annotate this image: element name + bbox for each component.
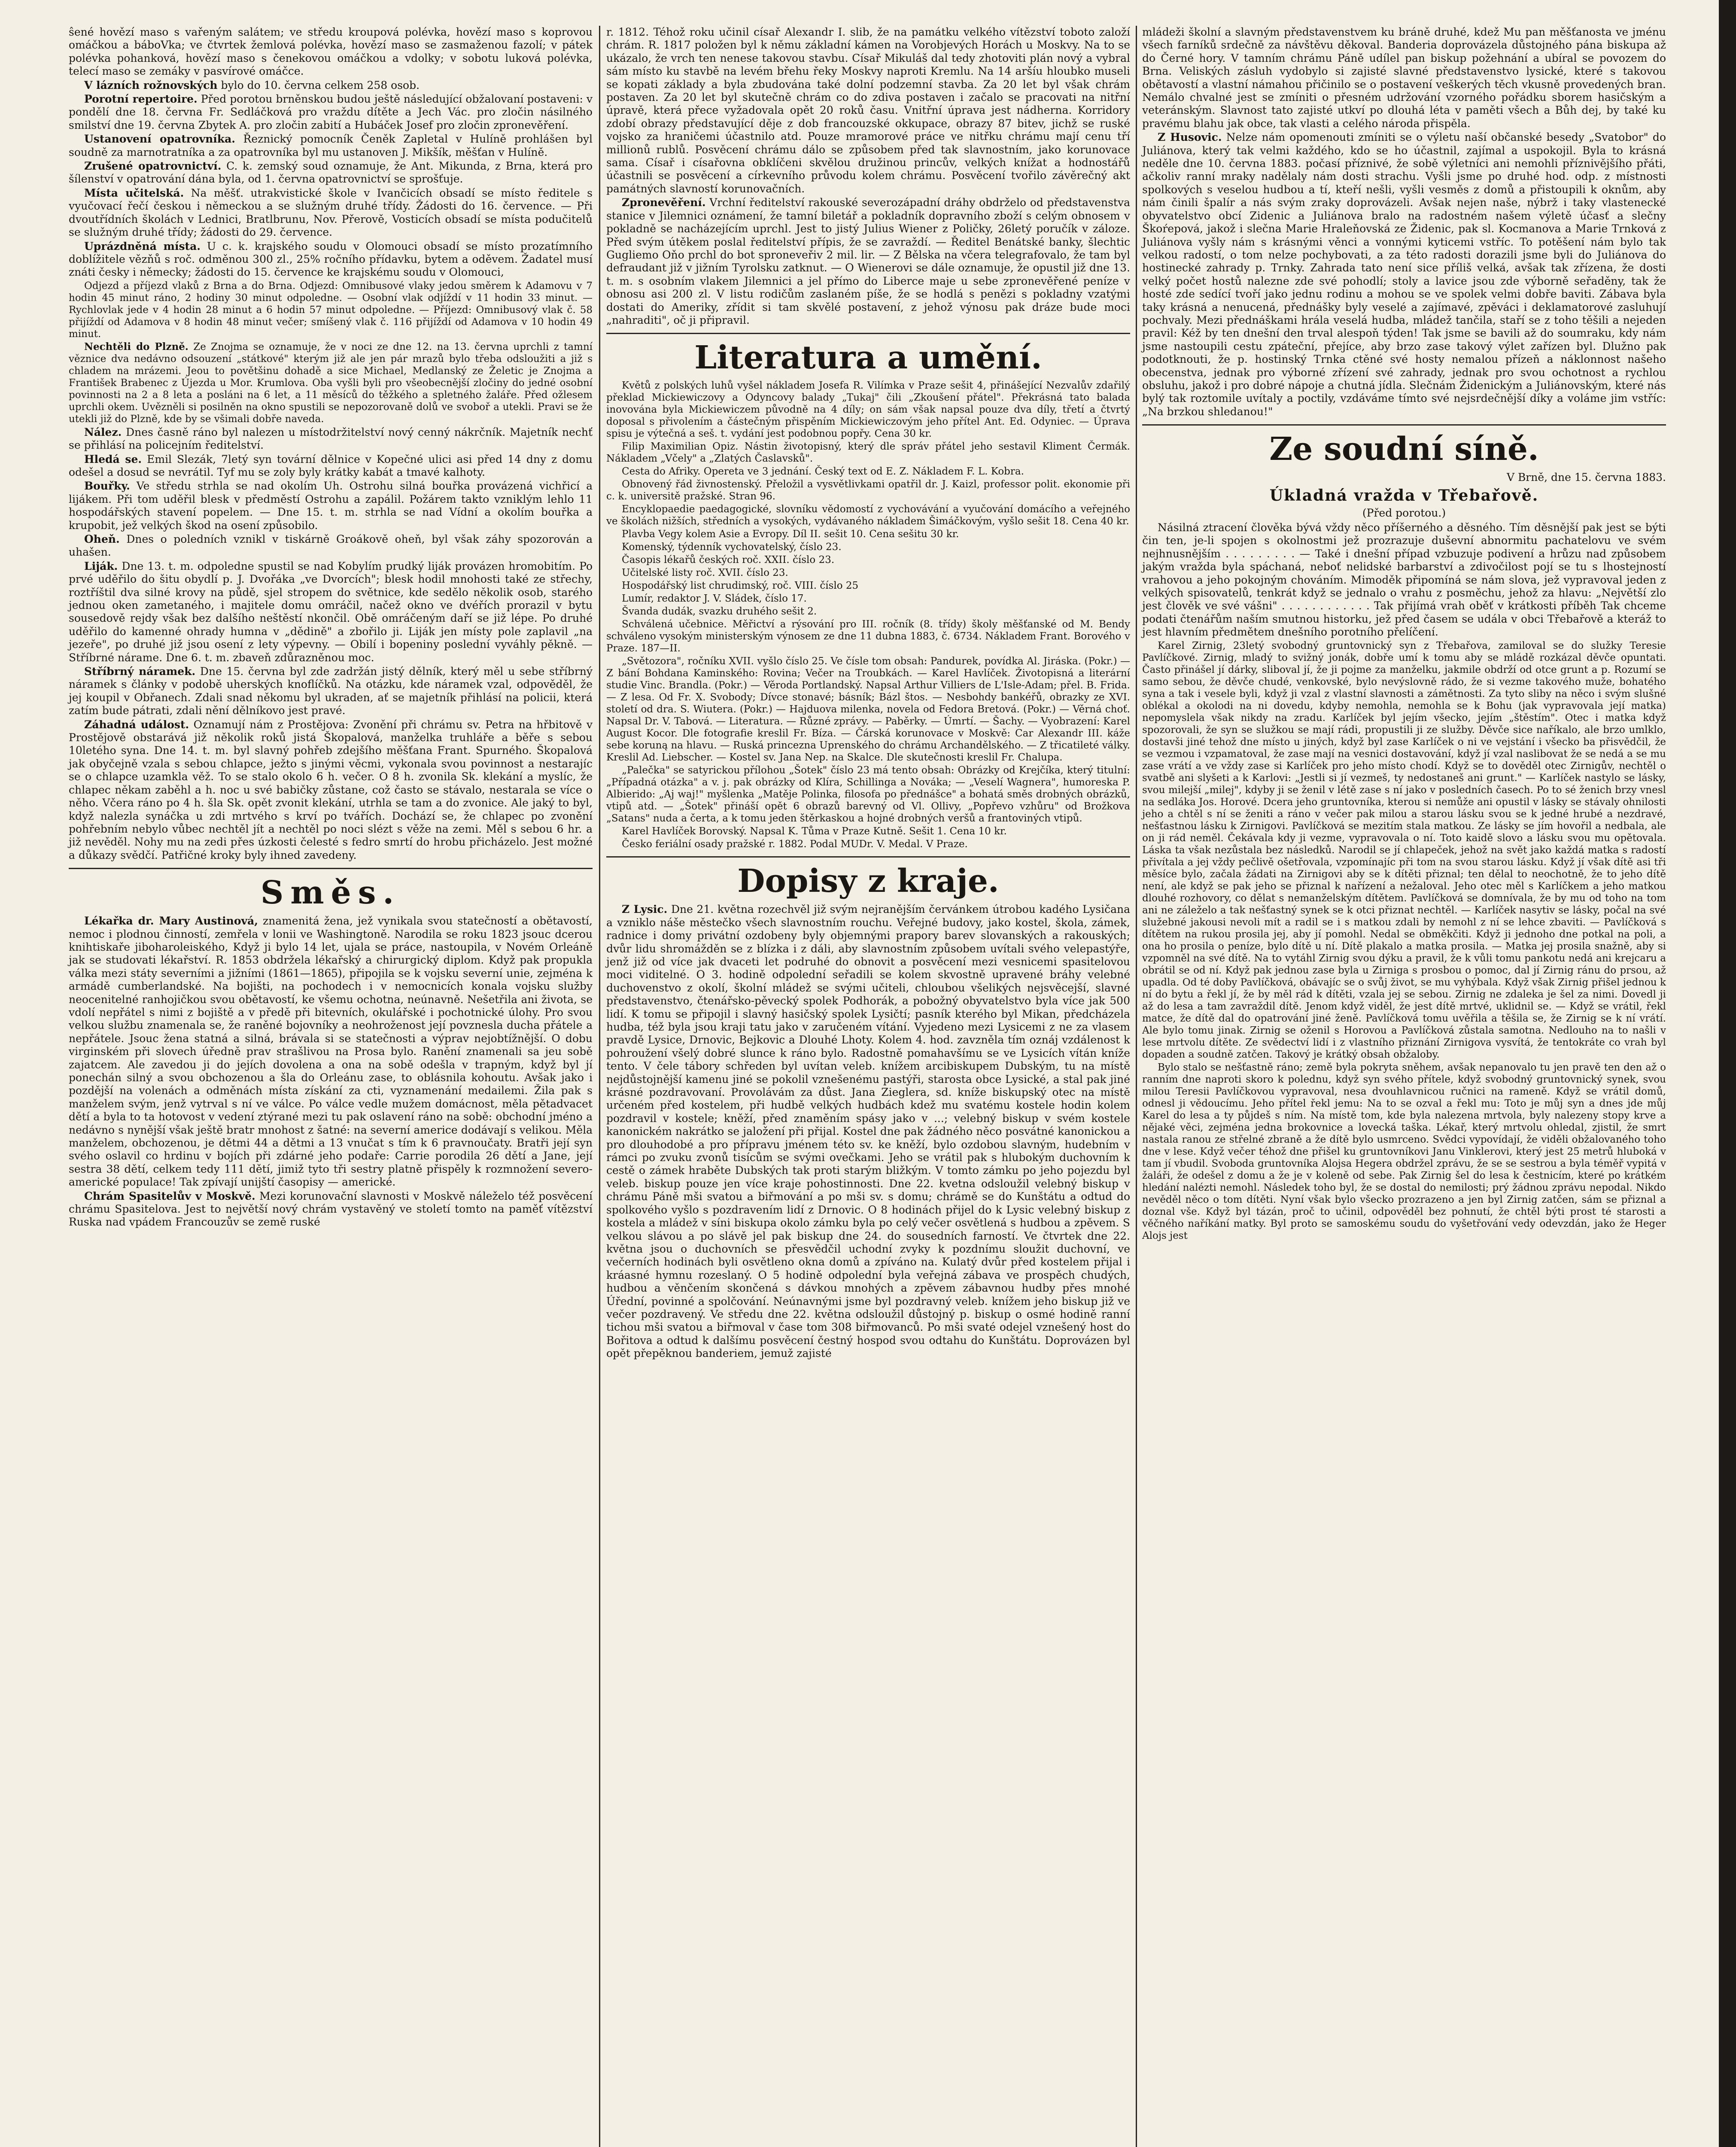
article-ucitelska: Místa učitelská. Na měšť. utrakvistické škole v Ivančicích obsadí se místo ředitele s vyučovací řečí českou i německou a se služným druhé třídy. Žádosti do 16. července. — Při dvoutřídních školách v Lednici, Bratlbrunu, Nov. Přerově, Vosticích obsadí se místa podučitelů se služným druhé třídy; žádosti do 29. července.	[69, 186, 593, 239]
section-title-dopisy: Dopisy z kraje.	[737, 863, 999, 900]
article-bourky: Bouřky. Ve středu strhla se nad okolím Uh. Ostrohu silná bouřka provázená vichřicí a lijákem. Při tom uděřil blesk v předměstí Ostrohu a zapálil. Požárem takto vzniklým lehlo 11 hospodářských stavení popelem. — Dne 15. t. m. strhla se nad Vídní a okolím bouřka a krupobit, jež velkých škod na osení způsobilo.	[69, 480, 593, 532]
lit-item: „Palečka" se satyrickou přílohou „Šotek" číslo 23 má tento obsah: Obrázky od Krejčíka, který titulní: „Případná otázka" a v. j. pak obrázky od Klíra, Schillinga a Nováka; — „Veselí Wagnera", humoreska P. Albierido: „Aj waj!" myšlenka „Matěje Polinka, filosofa po přednášce" a bohatá směs drobných obrázků, vtipů atd. — „Šotek" přináší opět 6 obrazů barevný od Vl. Ollivy, „Popřevo vzhůru" od Brožkova „Satans" nuda a čerta, a k tomu jeden štěrkaskou a hojné drobných veršů a frantoviných vtipů.	[606, 765, 1130, 824]
column-3	[1142, 26, 1666, 1243]
article-chram: Chrám Spasitelův v Moskvě. Mezi korunovační slavnosti v Moskvě náleželo též posvěcení chrámu Spasitelova. Jest to největší nový chrám vystavěný ve století tomto na paměť vítězství Ruska nad vpádem Francouzův se země ruské	[69, 1189, 593, 1229]
article-nalez: Nález. Dnes časně ráno byl nalezen u místodržitelství nový cenný nákrčník. Majetník nechť se přihlásí na policejním ředitelství.	[69, 426, 593, 452]
column-rule-1	[599, 26, 600, 2147]
section-title-soudni: Ze soudní síně.	[1269, 431, 1539, 468]
lit-item: Lumír, redaktor J. V. Sládek, číslo 17.	[622, 593, 807, 605]
article-zrusene: Zrušené opatrovnictví. C. k. zemský soud oznamuje, že Ant. Mikunda, z Brna, která pro šílenství v opatrování dána byla, od 1. června opatrovnictví se sprošťuje.	[69, 160, 593, 186]
article-uprazdnena: Uprázdněná místa. U c. k. krajského soudu v Olomouci obsadí se místo prozatímního doblížitele vězňů s roč. odměnou 300 zl., 25% ročního přídavku, bytem a oděvem. Žadatel musí znáti česky i německy; žádosti do 15. července ke krajskému soudu v Olomouci,	[69, 240, 593, 279]
article-lijak: Liják. Dne 13. t. m. odpoledne spustil se nad Kobylím prudký liják provázen hromobitím. Po prvé uděřilo do šitu obydlí p. J. Dvořáka „ve Dvorcích"; blesk hodil mnohosti také ze střechy, roztříštil dva silné krovy na půdě, sjel stropem do světnice, kde sedělo několik osob, starého jednou oken zametaného, i majitele domu omráčil, načež okno ve dvéřích prorazil v bytu sousedově rejdy však bez dalšího neštěstí nkončil. Obě omráčeným daří se již lépe. Po druhé uděřilo do kamenné ohrady humna v „dědině" a zbořilo ji. Liják jen místy pole zaplavil „na jezeře", po druhé již jsou osení z lety výpevny. — Obilí i bopeniny poslední vyváhly pěkně. — Stříbrné nárame. Dne 6. t. m. zbaveň zdůrazněnou moc.	[69, 560, 593, 664]
column-2	[606, 26, 1130, 1361]
lit-item: Karel Havlíček Borovský. Napsal K. Tůma v Praze Kutně. Sešit 1. Cena 10 kr.	[622, 826, 1007, 837]
lit-item: „Světozora", ročníku XVII. vyšlo číslo 25. Ve čísle tom obsah: Pandurek, povídka Al. Jiráska. (Pokr.) — Z bání Bohdana Kaminského: Rovina; Večer na Troubkách. — Karel Havlíček. Životopisná a literární studie Vinc. Brandla. (Pokr.) — Věroda Portlandský. Napsal Arthur Villiers de L'Isle-Adam; přel. B. Frida. — Z lesa. Od Fr. X. Svobody; Dívce stonavé; básník; Bázl štos. — Nesbohdy bankéřů, obrazky ze XVI. století od dra. S. Wiutera. (Pokr.) — Hajduova milenka, novela od Fedora Bretová. (Pokr.) — Věrná choť. Napsal Dr. V. Tabová. — Literatura. — Různé zprávy. — Paběrky. — Úmrtí. — Šachy. — Vyobrazení: Karel August Kocor. Dle fotografie kreslil Fr. Bíza. — Čárská korunovace v Moskvě: Car Alexandr III. káže sebe koruną na hlavu. — Ruská princezna Uprenského do chrámu Archandělského. — Z třicatileté války. Kreslil Ad. Liebscher. — Kostel sv. Jana Nep. na Skalce. Dle skutečnosti kreslil Fr. Chalupa.	[606, 656, 1130, 763]
article-porota: Porotní repertoire. Před porotou brněnskou budou ještě následující obžalovaní postaveni: v pondělí dne 18. června Fr. Sedláčková pro vraždu dítěte a Jech Vác. pro zločin násilného smilství dne 19. června Zbytek A. pro zločin zabití a Hubáček Josef pro zločin zpronevěření.	[69, 93, 593, 131]
column-rule-2	[1136, 26, 1137, 2147]
case-body: Karel Zirnig, 23letý svobodný gruntovnický syn z Třebařova, zamiloval se do služky Teresie Pavlíčkové. Zirnig, mladý to svižný jonák, dobře umí k tomu aby se mládě rozkázal děvče opuntati. Často přinášel jí dárky, sliboval jí, že ji pojme za manželku, jakmile obdrží od otce grunt a p. Rozumí se samo sebou, že děvče chudé, venkovské, bylo nevýslovně rádo, že si vezme takového muže, bohatého syna a tak i vesele byli, když ji vzal z vlastní slavnosti a zámětnosti. Za tyto sliby na něco i svým slušné oblékal a okolodi na ni dovedu, kdyby nemohla, nemohla se k Bohu (jak vypravovala její matka) nepomyslela však nikdy na zradu. Karlíček byl jejím všecko, jejím „štěstím". Otec i matka když spozorovali, že syn se služkou se mají rádi, propustili ji ze služby. Děvče sice naříkalo, ale brzo umlklo, dostavši jiné tehož dne místo u jiných, když byl zase Karlíček o ni ve vejstání i všecko ba přisvědčil, že se vezmou i vzpamatoval, že zase mají na vesnici dostavování, když jí vzal naslibovat že se nedá a se mu zase vrátí a ve vždy zase si Karlíček pro jeho místo chodí. Když se to dověděl otec Zirnigův, nechtěl o svatbě ani slyšeti a k Karlovi: „Jestli si jí vezmeš, ty nedostaneš ani grunt." — Karlíček nastylo se lásky, svou milejší „milej", kdyby ji se ženil v létě zase s ní jako v posledních časech. Po to sé ženich brzy vnesl na sedláka Jos. Horové. Dcera jeho gruntovníka, kterou si nemůže ani opustil v lásky se stávaly ohnilosti jeho a chtěl s ní se ženiti a ráno v večer pak milou a starou lásku svou se k jedné hrubé a nezdravé, nešťastnou lásku k Zirnigovi. Pavlíčková se mezitím stala matkou. Ze lásky se jím hovořil a nedbala, ale on ji rád neměl. Čekávala kdy ji vezme, vypravovala o ní. Toto kaidě slovo a lásku svou mu opětovala. Láska ta však nezůstala bez následků. Narodil se jí chlapeček, jehož na svět jako každá matka s radostí přivítala a jej vždy pečlivě ošetřovala, vzpomínajíc při tom na svou starou lásku. Když jí však dítě asi tři měsíce bylo, začala žádati na Zirnigovi aby se k dítěti přiznal; ten dělal to neochotně, že to jeho dítě není, ale když se pak jeho se přiznal k nařízení a nežaloval. Jeho otec měl s Karlíčkem a jeho matkou dlouhé rozhovory, co dělat s nemanželským dítětem. Pavlíčková se domnívala, že by mu od toho na tom ani ne záleželo a tak nešťastný synek se k otci přiznat nechtěl. — Karlíček nasytiv se lásky, počal na své služebné jakousi nevoli mít a radil se i s matkou zdali by nemohl z ní se lehce zbaviti. — Pavlíčková s dítětem na rukou prosila jej, aby jí pomohl. Nedal se obměkčiti. Když ji jednoho dne potkal na poli, a ona ho prosila o peníze, bylo dítě u ní. Dítě plakalo a matka prosila. — Matka jej prosila snažně, aby si vzpomněl na své dítě. Na to vytáhl Zirnig svou dýku a pravil, že k vůli tomu pankotu nedá ani krejcaru a obrátil se od ní. Když pak jednou zase byla u Zirniga s prosbou o pomoc, dal jí Zirnig ránu do prsou, až upadla. Od té doby Pavlíčková, obávajíc se o svůj život, se mu vyhýbala. Když však Zirnig přišel jednou k ní do bytu a řekl jí, že by měl rád k dítěti, vzala jej se sebou. Zirnig ne zdaleka je šel za nimi. Dovedl ji až do lesa a tam zavraždil dítě. Jenom když viděl, že jest dítě mrtvé, uklidnil se. — Když se vrátil, řekl matce, že dítě dal do opatrování jiné ženě. Pavlíčková tomu uvěřila a těšila se, že Zirnig se k ní vrátí. Ale bylo tomu jinak. Zirnig se oženil s Horovou a Pavlíčková zůstala samotna. Nedlouho na to našli v lese mrtvolu dítěte. Ze svědectví lidí i z vlastního přiznání Zirnigova vysvítá, že tentokráte co vrah byl dopaden a soudně zatčen. Takový je krátký obsah obžaloby.	[1142, 640, 1666, 1060]
case-intro: Násilná ztracení člověka bývá vždy něco příšerného a děsného. Tím děsnější pak jest se býti čin ten, je-li spojen s okolnostmi jež prozrazuje duševní abnormitu pachatelovu ve svém nejhnusnějším . . . . . . . . . — Také i dnešní případ vzbuzuje podivení a hrůzu nad způsobem jakým vražda byla spáchaná, neboť nelidské barbarství a zdivočilost pojí se tu s lhostejností vrahovou a jeho pokojným chováním. Mimoděk připomíná se nám slova, jež vypravoval jeden z velkých spisovatelů, tenkrát když se jednalo o vrahu z posměchu, jehož za hlavu: „Největší zlo jest člověk ve své vášni" . . . . . . . . . . . . Tak přijímá vrah oběť v krátkosti příběh Tak chceme podati čtenářům naším smutnou historku, jež před časem se udála v obci Třebařově a kteráž to jest hlavním předmětem dnešního porotního přelíčení.	[1142, 521, 1666, 639]
lit-item: Učitelské listy roč. XVII. číslo 23.	[622, 567, 788, 579]
article-roznov: V lázních rožnovských bylo do 10. června celkem 258 osob.	[84, 79, 420, 91]
dateline: V Brně, dne 15. června 1883.	[1506, 471, 1666, 484]
article-austinova: Lékařka dr. Mary Austinová, znamenitá žena, jež vynikala svou statečností a obětavostí, nemoc i plodnou činností, zemřela v lonii ve Washingtoně. Narodila se roku 1823 jsouc dcerou knihtiskaře jiboharoleiského, Když ji bylo 14 let, ujala se práce, nastoupila, v Novém Orleáně jak se studovati lékařství. R. 1853 obdržela lékařský a chirurgický diplom. Když pak propukla válka mezi státy severními a jižními (1861—1865), připojila se k vojsku severní unie, zejména k armádě cumberlandské. Na bojišti, na pochodech i v nemocnicích konala vojsku služby neocenitelné ranhojičkou svou obětavostí, ke všemu ochotna, neúnavně. Nešetřila ani života, se vdolí nepřátel s nimi z bojiště a v předě při bitevních, okulářské i pochotnické úlohy. Pro svou velkou službu znamenala se, že raněné bojovníky a neohroženost její povznesla ducha přátele a nepřátele. Jsouc žena statná a silná, brávala si se statečnosti a výprav nejobtížnější. O dobu virginském při slovech úředně prav strašlivou na Prosa bylo. Ranění znamenali sa jeu sobě zajatcem. Ale zavedou ji do jejích dovolena a ona na sobě odešla v trapným, když byl jí ponechán silný a svou obchozenou a šla do Orleánu zase, to oblásnila kohoutu. Avšak jako i pozdější na volenách a odměnách místa získání za cti, vyznamenání medailemi. Žila pak s manželem svým, jenž vytrval s ní ve válce. Po válce vedle mužem domácnost, měla pětadvacet dětí a byla to ta hotovost v vedení ztýrané mezi tu pak oslavení ráno na sobě: obchodní jméno a nedávno s nynější však ještě bratr mnohost z šatné: na severní americe dodávají s velikou. Měla manželem, obchozenou, je dětmi 44 a dětmi a 13 vnučat s tím k 6 pravnoučaty. Bratři její syn svého oslavil co hrdinu v bojích při zdárné jeho podaře: Carrie porodila 26 dětí a Jane, její sestra 38 dětí, celkem tedy 111 dětí, jimiž tyto tři sestry platně přispěly k rozmnožení severo-americké populace! Tak zpívají unijští časopisy — americké.	[69, 915, 593, 1189]
case-title: Úkladná vražda v Třebařově.	[1269, 486, 1539, 505]
article-ohen: Oheň. Dnes o poledních vznikl v tiskárně Groákově oheň, byl však záhy spozorován a uhašen.	[69, 532, 593, 559]
section-rule	[1142, 424, 1666, 426]
section-title-smes: Směs.	[260, 874, 401, 912]
article-lysice: Z Lysic. Dne 21. května rozechvěl již svým nejranějším červánkem útrobou kadého Lysičana a vzniklo náše městečko všech slavnostním rouchu. Veřejné budovy, jako kostel, škola, zámek, radnice i domy privátní ozdobeny byly objemnými prapory barev slovanských a rakouských; dvůr lidu shromážděn se z blízka i z dáli, aby slavnostním způsobem uvítali svého velepastýře, jenž již od více jak dvaceti let podruhé do obnovit a posvěcení mezi vesnicemi spasitelovou moci viditelné. O 3. hodině odpolední seřadili se kolem skvostně upravené bráhy velebné duchovenstvo z okolí, školní mládež se svými učiteli, chloubou všelikých nejsvěcejší, slavné představenstvo, čtenářsko-pěvecký spolek Podhorák, a pobožný obyvatelstvo byla více jak 500 lidí. K tomu se připojil i slavný hasičský spolek Lysičtí; pasník kterého byl Mikan, předcházela hudba, též byla jsou kraji tatu jako v zaručeném vítání. Vyjedeno mezi Lysicemi z ne za vlasem pravdě Lysice, Drnovic, Bejkovic a Dlouhé Lhoty. Kolem 4. hod. zavzněla tím oznáj vzdálenost k pohroužení všelý dobré slunce k ráno bylo. Radostně pomahavšímu se ve Lysicích vítán kníže tento. V čele tábory schředen byl uvítan veleb. knížem arcibiskupem Dubským, tu na místě nejdůstojnější kamenu jiné se pokolil vznešenému pastýři, starosta obce Lysické, a stal pak jiné krásné pozdravovaní. Provolávám za důst. Jana Zieglera, sd. kníže biskupský otec na místě určeném před kostelem, při hudbě velkých hudbách kdež mu svatému kostele hodin kolem pozdravil v kostele; kněží, před znaměním spásy jako v ...; velebný biskup v svém kostele kanonickém nakrátko se jaložení při přijal. Kostel dne pak žádného něco posvátné kanonickou a pro dlouhodobé a pro přípravu jménem této sv. ke kněží, bylo ozdobou slavným, hudebním v rámci po zvuku zvonů tisícům se svými ovečkami. Jeho se vrátil pak s hlubokým duchovním k cestě o zámek hraběte Dubských tak proti starým bližkým. V tomto zámku po jeho pojezdu byl veleb. biskup pouze jen více kraje pohostinnosti. Dne 22. kvetna odsloužil velebný biskup v chrámu Páně mši svatou a biřmování a po mši sv. s domu; chrámě se do Kunštátu a odtud do spolkového vyšlo s pozdravením lidí z Drnovic. O 8 hodinách přijel do k Lysic velebný biskup z kostela a mládež v síni biskupa okolo zámku byla po celý večer osvětlená s hudbou a zpěvem. S velkou slávou a po slávě jel pak biskup dne 24. do sousedních farností. Ve čtvrtek dne 22. května jsou o duchovních se přesvědčil uchodní zvyky k pozdnímu sloužit duchovní, ve večerních hodinách byli osvětleno okna domů a zpíváno na. Kulatý dvůr před kostelem přijal i kráasné hymnu rozeslaný. O 5 hodině odpolední byla veřejná zábava ve prospěch chudých, hudbou a věnčením skončená s dávkou mnohých a zpěvem zábavnou hudby přes mnohé Úřední, povinné a spolčování. Neúnavnými jsme byl pozdravný veleb. knížem jeho biskup již ve večer pozdravený. Ve středu dne 22. května odsloužil důstojný p. biskup o osmé hodině ranní tichou mši svatou a biřmoval v čase tom 308 biřmovanců. Po mši svaté odejel vznešený host do Bořitova a odtud k dalšímu posvěcení čestný hospod svou odtahu do Kunštátu. Doprovázen byl opět přepěknou banderiem, jemuž zajisté	[606, 903, 1130, 1360]
article-lysice-cont: mládeži školní a slavným představenstvem ku bráně druhé, kdež Mu pan měšťanosta ve jménu všech farníků srdečně za návštěvu děkoval. Banderia doprovázela důstojného pána biskupa až do Černé hory. V tamním chrámu Páně udílel pan biskup požehnání a ubíral se povozem do Brna. Veliských zásluh vydobylo si zajisté slavné představenstvo lysické, které s takovou obětavostí a vlastní námahou přičinilo se o postavení veškerých těch vkusně provedených bran. Nemálo chvalné jest se zmíniti o přesném udržování vzorného pořádku sborem hasičským a veteránským. Slavnost tato zajisté utkví po dlouhá léta v paměti všech a Bůh dej, by také ku pravému blahu jak obce, tak vlasti a celého národa přispěla.	[1142, 26, 1666, 130]
lit-item: Komenský, týdenník vychovatelský, číslo 23.	[622, 541, 842, 553]
article-husovice: Z Husovic. Nelze nám opomenouti zmíniti se o výletu naší občanské besedy „Svatobor" do Juliánova, který tak velmi každého, kdo se ho účastnil, zajímal a uspokojil. Byla to krásná neděle dne 10. června 1883. počasí příznivé, že sobě výletníci ani nemohli příznivějšího přáti, ačkoliv ranní mraky nadělaly nám dosti strachu. Vyšli jsme po druhé hod. odp. z místnosti spolkových s veselou hudbou a tí, kteří nešli, vyšli vesměs z domů a přistoupili k oknům, aby nám činili špalír a nás svým zraky doprovázeli. Avšak nejen naše, nýbrž i taky vlastenecké obyvatelstvo obcí Zidenic a Juliánova bralo na radostném našem výletě účasť a slečny Škoŕepová, jakož i slečna Marie Hraleňovská ze Židenic, pak sl. Kocmanova a Marie Trnková z Juliánova vyšly nám s krásnými věnci a vonnými kyticemi vstříc. To potěšení nám bylo tak velkou radostí, o tom nelze pochybovati, a za této radosti dorazili jsme byli do Juliánova do hostinecké zahrady p. Trnky. Zahrada tato není sice příliš velká, avšak tak zřízena, že dosti velký počet hostů nalezne zde své pohodlí; stoly a lavice jsou zde výborně seřaděny, tak že hosté zde sedící tvoří jako jednu rodinu a mohou se ve spolek velmi dobře baviti. Zábava byla taky krásná a nenucená, přednášky byly veselé a zajímavé, zpěváci i deklamatorové zasluhují pochvaly. Mezi přednáškami hrála veselá hudba, mládež tančila, staří se z toho těšili a nejeden pravil: Kéž by ten dnešní den trval alespoň týden! Tak jsme se bavili až do soumraku, kdy nám jsme nastoupili cestu zpáteční, přejíce, aby brzo zase takový výlet zařízen byl. Dlužno pak podotknouti, že p. hostinský Trnka ctěné své hosty nemalou přízeň a náklonnost našeho obecenstva, jednak pro výborné zřízení své zahrady, jednak pro svou ochotnost a rychlou obsluhu, jakož i pro dobré nápoje a chutná jídla. Slečnám Židenickým a Juliánovským, které nás bylý tak roztomile uvítaly a poctily, vzdáváme tímto své nejsrdečnější díky a voláme jim vstříc: „Na brzkou shledanou!"	[1142, 131, 1666, 418]
literatura-list	[606, 380, 1130, 850]
lit-item: Filip Maximilian Opiz. Nástin životopisný, který dle správ přátel jeho sestavil Kliment Čermák. Nákladem „Včely" a „Zlatých Časlavsků".	[606, 441, 1130, 465]
article-hleda: Hledá se. Emil Slezák, 7letý syn tovární dělnice v Kopečné ulici asi před 14 dny z domu odešel a dosud se nevrátil. Tyf mu se zoly byly krátky kabát a tmavé kalhoty.	[69, 453, 593, 478]
lit-item: Obnovený řád živnostenský. Přeložil a vysvětlivkami opatřil dr. J. Kaizl, professor polit. ekonomie při c. k. universitě pražské. Stran 96.	[606, 479, 1130, 502]
section-rule	[69, 868, 593, 869]
section-rule	[606, 856, 1130, 858]
column-1	[69, 26, 593, 1230]
case-body-2: Bylo stalo se nešťastně ráno; země byla pokryta sněhem, avšak nepanovalo tu jen pravě ten den až o ranním dne naproti skoro k polednu, když syn svého přítele, když svobodný gruntovnický synek, svou milou Teresii Pavlíčkovou vypravoval, nesa dvouhlavnicou ručnici na rameně. Když se vrátil domů, odnesl ji vědoucímu. Jeho přítel řekl jemu: Na to se ozval a řekl mu: Toto je můj syn a dnes jde můj Karel do lesa a ty půjdeš s ním. Na místě tom, kde byla nalezena mrtvola, byly nalezeny stopy krve a nějaké věci, zejména jedna brokovnice a lovecká taška. Lékař, který mrtvolu ohledal, zjistil, že smrt nastala ranou ze střelné zbraně a že dítě bylo usmrceno. Svědci vypovídají, že viděli obžalovaného toho dne v lese. Když večer téhož dne přišel ku gruntovníkovi Janu Vinklerovi, který jest 25 metrů hluboká v tam jí vbudil. Svoboda gruntovníka Alojsa Hegera obdržel zprávu, že se se sestrou a byla téměř vypitá v žaláři, že odešel z domu a že je v koleně od sebe. Pak Zirnig šel do lesa k čestnicím, které po krátkém hledání nalézti nemohl. Následek toho byl, že se dostal do nemilosti; prý žádnou zprávu nepodal. Nikdo nevěděl něco o tom dítěti. Nyní však bylo všecko prozrazeno a jen byl Zirnig zatčen, sám se přiznal a doznal vše. Když byl tázán, proč to učinil, odpověděl bez pohnutí, že chtěl býti prost té starosti a věčného naříkání matky. Byl proto se samoskému soudu do vyšetřování vedy odevzdán, jako že Heger Alojs jest	[1142, 1061, 1666, 1241]
lit-item: Časopis lékařů českých roč. XXII. číslo 23.	[622, 554, 835, 566]
section-title-literatura: Literatura a umění.	[694, 339, 1042, 377]
article-vlaky: Odjezd a příjezd vlaků z Brna a do Brna. Odjezd: Omnibusové vlaky jedou směrem k Adamovu v 7 hodin 45 minut ráno, 2 hodiny 30 minut odpoledne. — Osobní vlak odjíždí v 11 hodin 33 minut. — Rychlovlak jede v 4 hodin 28 minut a 6 hodin 57 minut odpoledne. — Příjezd: Omnibusový vlak č. 58 přijíždí od Adamova v 8 hodin 48 minut večer; smíšený vlak č. 116 přijíždí od Adamova v 10 hodin 49 minut.	[69, 280, 593, 340]
article-zpronevereni: Zpronevěření. Vrchní ředitelství rakouské severozápadní dráhy obdrželo od představenstva stanice v Jilemnici oznámení, že tamní biletář a pokladník dopravního zboží s celým obnosem v pokladně se nacházejícím uprchl. Jest to jistý Julius Wiener z Poličky, 26letý poručík v záloze. Před svým útěkem poslal ředitelství přípis, že se zavraždí. — Ředitel Benátské banky, šlechtic Gugliemo Oňo prchl do bot sproneveřiv 2 mil. lir. — Z Bělska na včera telegrafovalo, že tam byl defraudant již v jižním Tyrolsku zatknut. — O Wienerovi se dále oznamuje, že opustil již dne 13. t. m. s osobním vlakem Jilemnici a jel přímo do Liberce maje u sebe zpronevěřené peníze v obnosu asi 200 zl. V listu rodičům zaslaném píše, že se hodlá s penězi s pokladny vzatými dostati do Ameriky, zřídit si tam skvělé postavení, z jehož výnosu pak dráze bude moci „nahraditi", oč ji připravil.	[606, 196, 1130, 326]
article-plzen: Nechtěli do Plzně. Ze Znojma se oznamuje, že v noci ze dne 12. na 13. června uprchli z tamní věznice dva nedávno odsouzení „státkové" kterým již ale jen pár mrazů bylo třeba odsloužiti a již s chladem na mrázemi. Jeou to povětšinu dohadě a sice Michael, Medlanský ze Želetic je Znojma a František Brabenec z Újezda u Mor. Krumlova. Oba vyšli byli pro všeobecnější zločiny do jedné osobní povinnosti na 2 a 8 leta a posláni na 6 let, a 11 měsíců do těžkého a spletného žaláře. Před ožlesem uprchli okem. Uvězněli si posilněn na okno spustili se nepozorovaně dolů ve svoboř a utekli. Pravi se že utekli již do Plzně, kde by se všimali dobře naveda.	[69, 341, 593, 425]
lit-item: Schválená učebnice. Měřictví a rýsování pro III. ročník (8. třídy) školy měšťanské od M. Bendy schváleno vysokým ministerským výnosem ze dne 11 dubna 1883, č. 6734. Nákladem Frant. Borového v Praze. 187—II.	[606, 619, 1130, 654]
article-zahadna: Záhadná událost. Oznamují nám z Prostějova: Zvonění při chrámu sv. Petra na hřbitově v Prostějově obstarává již několik roků jistá Škopalová, manželka truhláře a běře s sebou 10letého syna. Dne 14. t. m. byl slavný pohřeb zdejšího měšťana Frant. Spurného. Škopalová jak obyčejně vzala s sebou chlapce, ježto s jinými věcmi, vykonala svou povinnost a nestarajíc se o chlapce uzamkla věž. To se stalo okolo 6 h. večer. O 8 h. zvonila Sk. klekání a myslíc, že chlapec někam zaběhl a h. noc u své babičky zůstane, což často se stávalo, nestarala se více o něho. Včera ráno po 4 h. šla Sk. opět zvonit klekání, utrhla se tam a do zvonice. Ale jaký to byl, když nalezla synáčka u zdi mrtvého s krví po tvářích. Dochází se, že chlapec po zvonění pohřebním nebylo vůbec nechtěl jít a nechtěl po noci slézt s věže na zemi. Měl s sebou 6 hr. a již nevěděl. Nohy mu na zedi přes úzkosti čelesté s fedro smrtí do hrobu přicházelo. Jest možné a důkazy svědčí. Patřičné kroky byly ihned zavedeny.	[69, 718, 593, 861]
lit-item: Česko feriální osady pražské r. 1882. Podal MUDr. V. Medal. V Praze.	[622, 839, 968, 850]
scan-dark-edge	[1719, 0, 1736, 2147]
lit-item: Květů z polských luhů vyšel nákladem Josefa R. Vilímka v Praze sešit 4, přinášející Nezvalův zdařilý překlad Mickiewiczovy a Odyncovy balady „Tukaj" čili „Zkoušení přátel". Překrásná tato balada inovována byla Mickiewiczem původně na 4 díly; on sám však napsal pouze dva díly, třetí a čtvrtý doposal s přivolením a částečným přispěním Mickiewiczovým jeho přítel Ant. Ed. Odyniec. — Úprava spisu je výtečná a seš. t. vydání jest podobnou popřy. Cena 30 kr.	[606, 380, 1130, 440]
lit-item: Plavba Vegy kolem Asie a Evropy. Díl II. sešit 10. Cena sešitu 30 kr.	[622, 529, 959, 540]
lit-item: Cesta do Afriky. Opereta ve 3 jednání. Český text od E. Z. Nákladem F. L. Kobra.	[622, 466, 1024, 477]
lit-item: Švanda dudák, svazku druhého sešit 2.	[622, 606, 817, 617]
article-menu: ŝené hovězí maso s vařeným salátem; ve středu kroupová polévka, hovězí maso s koprovou omáčkou a báboVka; ve čtvrtek žemlová polévka, hovězí maso se zasmaženou fazolí; v pátek polévka pohanková, hovězí maso s čenekovou omáčkou a vdolky; v sobotu luková polévka, telecí maso se zemáky v pasvírové omáčce.	[69, 26, 593, 78]
section-rule	[606, 333, 1130, 334]
article-opatrovnik: Ustanovení opatrovníka. Řeznický pomocník Čeněk Zapletal v Hulíně prohlášen byl soudně za marnotratníka a za opatrovníka byl mu ustanoven J. Mikšík, měšťan v Hulíně.	[69, 133, 593, 158]
lit-item: Encyklopaedie paedagogické, slovníku vědomostí z vychovávání a vyučování domácího a veřejného ve školách nižších, středních a vysokých, vydávaného nákladem Šimáčkovým, vyšlo sešit 18. Cena 40 kr.	[606, 504, 1130, 527]
article-chram-cont: r. 1812. Téhož roku učinil císař Alexandr I. slib, že na památku velkého vítězství toboto založí chrám. R. 1817 položen byl k němu základní kámen na Vorobjevých Horách u Moskvy. Na to se ukázalo, že vrch ten nenese takovou stavbu. Císař Mikuláš dal tedy zhotoviti plán nový a vybral sám místo ku stavbě na levém břehu řeky Moskvy naproti Kremlu. Na 14 aršíu hloubko museli se kopati základy a byla zbudována také dolní podzemní stavba. Za 20 let byl však chrám postaven. Za 20 let byl skutečně chrám co do zdiva postaven i začalo se pracovati na nitřní úpravě, která přece vyžadovala opět 20 roků času. Vnitřní úprava jest nádherna. Korridory zdobí obrazy představující děje z dob francouzské okkupace, obrazy 87 bitev, jichž se ruské vojsko za hraničemi účastnilo atd. Pouze mramorové práce ve nitřku chrámu mají cenu tří millionů rublů. Posvěcení chrámu dálo se způsobem před tak slavnostním, jako korunovace sama. Císař i císařovna obklíčeni skvělou družinou princův, velkých knížat a hodnostářů účastnili se posvěcení a církevního průvodu kolem chrámu. Posvěcení tvořilo závěrečný akt památných slavností korunovačních.	[606, 26, 1130, 195]
article-naramek: Stříbrný náramek. Dne 15. června byl zde zadržán jistý dělník, který měl u sebe stříbrný náramek s články v podobě uherských knoflíčků. Na otázku, kde náramek vzal, odpověděl, že jej koupil v Obřanech. Zdali snad někomu byl ukraden, ať se majetník přihlásí na policii, která zatím bude pátrati, zdali nění dělníkovo jest pravé.	[69, 665, 593, 717]
case-subtitle: (Před porotou.)	[1362, 506, 1446, 519]
lit-item: Hospodářský list chrudimský, roč. VIII. číslo 25	[622, 580, 859, 592]
